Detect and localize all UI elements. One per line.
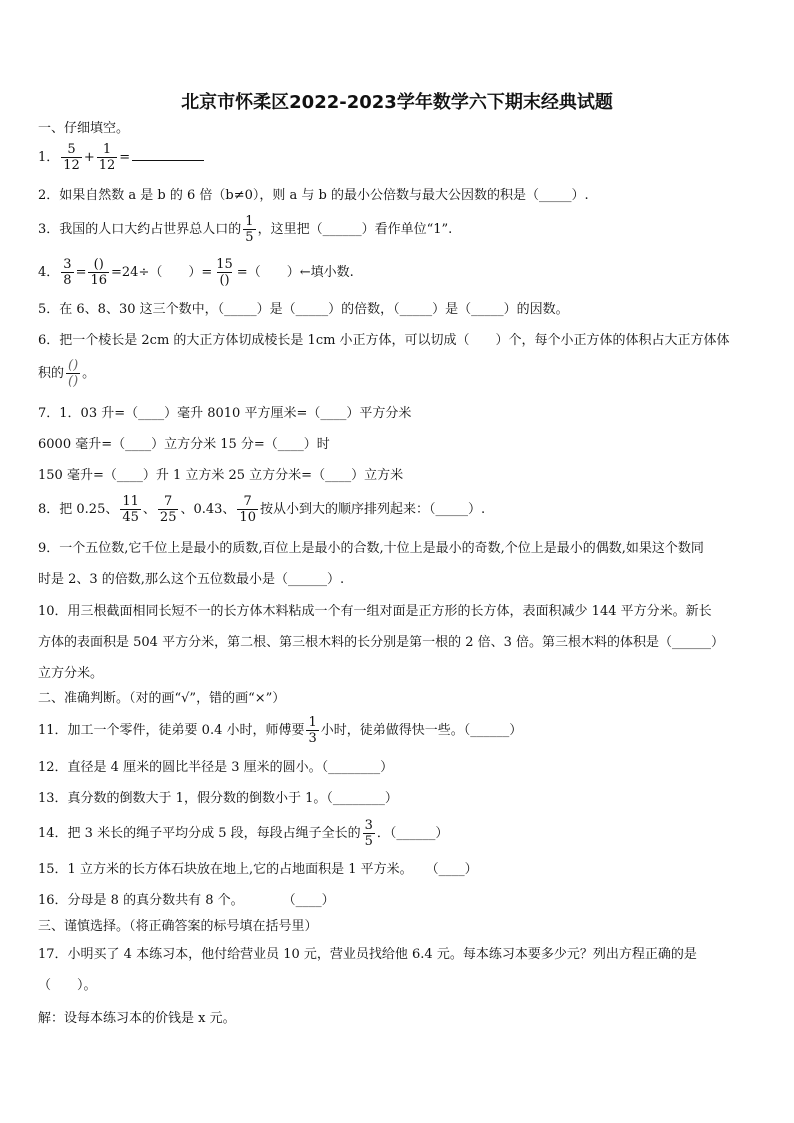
question-6-line-2: [38, 358, 95, 389]
question-17-line-1: 17．小明买了 4 本练习本，他付给营业员 10 元，营业员找给他 6.4 元。每本练习本要多少元？列出方程正确的是: [38, 947, 697, 962]
question-11: [38, 715, 522, 746]
question-2: 2．如果自然数 a 是 b 的 6 倍（b≠0），则 a 与 b 的最小公倍数与最大公因数的积是（_____）.: [38, 188, 589, 203]
question-text: 3．我国的人口大约占世界总人口的: [38, 222, 242, 237]
question-7-line-2: 6000 毫升=（____）立方分米 15 分=（____）时: [38, 437, 330, 452]
question-8: [38, 494, 485, 525]
question-text: =24÷（ ）=: [111, 265, 213, 280]
question-12: 12．直径是 4 厘米的圆比半径是 3 厘米的圆小。（________）: [38, 760, 394, 775]
question-10-line-1: 10．用三根截面相同长短不一的长方体木料粘成一个有一组对面是正方形的长方体，表面积减少 144 平方分米。新长: [38, 604, 712, 619]
fraction: $\frac{7}{10}$: [239, 494, 256, 525]
fraction: $\frac{()}{()}$: [68, 358, 79, 389]
fraction: $\frac{3}{8}$: [63, 257, 72, 288]
question-text: 小时，徒弟做得快一些。（______）: [320, 723, 523, 738]
question-5: 5．在 6、8、30 这三个数中，（_____）是（_____）的倍数，（_____）是（_____）的因数。: [38, 302, 569, 317]
question-text: 14．把 3 米长的绳子平均分成 5 段，每段占绳子全长的: [38, 826, 361, 841]
question-number: 4．: [38, 265, 60, 280]
plus-sign: +: [83, 150, 95, 165]
equals-sign: =: [75, 265, 87, 280]
question-text: 11．加工一个零件，徒弟要 0.4 小时，师傅要: [38, 723, 305, 738]
question-17-line-2: （ ）。: [38, 978, 97, 993]
section-heading-2: 二、准确判断。（对的画“√”，错的画“×”）: [38, 691, 286, 706]
question-15: 15．1 立方米的长方体石块放在地上,它的占地面积是 1 平方米。 （____）: [38, 862, 478, 877]
fraction: $\frac{1}{12}$: [98, 142, 116, 173]
question-text: 、0.43、: [180, 502, 236, 517]
fraction: $\frac{5}{12}$: [63, 142, 80, 173]
question-7-line-1: 7．1．03 升=（____）毫升 8010 平方厘米=（____）平方分米: [38, 406, 412, 421]
question-number: 1．: [38, 150, 60, 165]
question-7-line-3: 150 毫升=（____）升 1 立方米 25 立方分米=（____）立方米: [38, 468, 404, 483]
question-text: 按从小到大的顺序排列起来：（_____）.: [259, 502, 486, 517]
question-text: 8．把 0.25、: [38, 502, 119, 517]
fraction: $\frac{15}{()}$: [216, 257, 233, 288]
fraction: $\frac{1}{3}$: [308, 715, 317, 746]
section-heading-1: 一、仔细填空。: [38, 121, 130, 136]
fraction: $\frac{7}{25}$: [159, 494, 177, 525]
question-9-line-2: 时是 2、3 的倍数,那么这个五位数最小是（______）.: [38, 572, 345, 587]
fraction: $\frac{11}{45}$: [122, 494, 139, 525]
question-10-line-3: 立方分米。: [38, 666, 104, 681]
section-heading-3: 三、谨慎选择。（将正确答案的标号填在括号里）: [38, 919, 318, 934]
question-14: [38, 818, 448, 849]
equals-sign: =: [119, 150, 131, 165]
question-1: [38, 142, 204, 173]
question-4: [38, 257, 354, 288]
question-text: 。: [82, 366, 96, 381]
answer-blank[interactable]: [132, 148, 204, 161]
question-text: 积的: [38, 366, 65, 381]
fraction: $\frac{1}{5}$: [245, 214, 254, 245]
page-title: 北京市怀柔区2022-2023学年数学六下期末经典试题: [181, 92, 613, 113]
question-17-line-3: 解：设每本练习本的价钱是 x 元。: [38, 1011, 236, 1026]
question-text: =（ ）←填小数.: [236, 265, 354, 280]
separator: 、: [142, 502, 156, 517]
question-16: 16．分母是 8 的真分数共有 8 个。 （____）: [38, 893, 335, 908]
question-13: 13．真分数的倒数大于 1，假分数的倒数小于 1。（________）: [38, 791, 398, 806]
fraction: $\frac{3}{5}$: [364, 818, 373, 849]
question-text: ，这里把（______）看作单位“1”.: [257, 222, 453, 237]
question-10-line-2: 方体的表面积是 504 平方分米，第二根、第三根木料的长分别是第一根的 2 倍、3 倍。第三根木料的体积是（______）: [38, 635, 725, 650]
question-9-line-1: 9．一个五位数,它千位上是最小的质数,百位上是最小的合数,十位上是最小的奇数,个位上是最小的偶数,如果这个数同: [38, 541, 704, 556]
fraction: $\frac{()}{16}$: [90, 257, 108, 288]
question-3: [38, 214, 452, 245]
question-text: ．（______）: [376, 826, 449, 841]
question-6-line-1: 6．把一个棱长是 2cm 的大正方体切成棱长是 1cm 小正方体，可以切成（ ）个，每个小正方体的体积占大正方体体: [38, 333, 730, 348]
